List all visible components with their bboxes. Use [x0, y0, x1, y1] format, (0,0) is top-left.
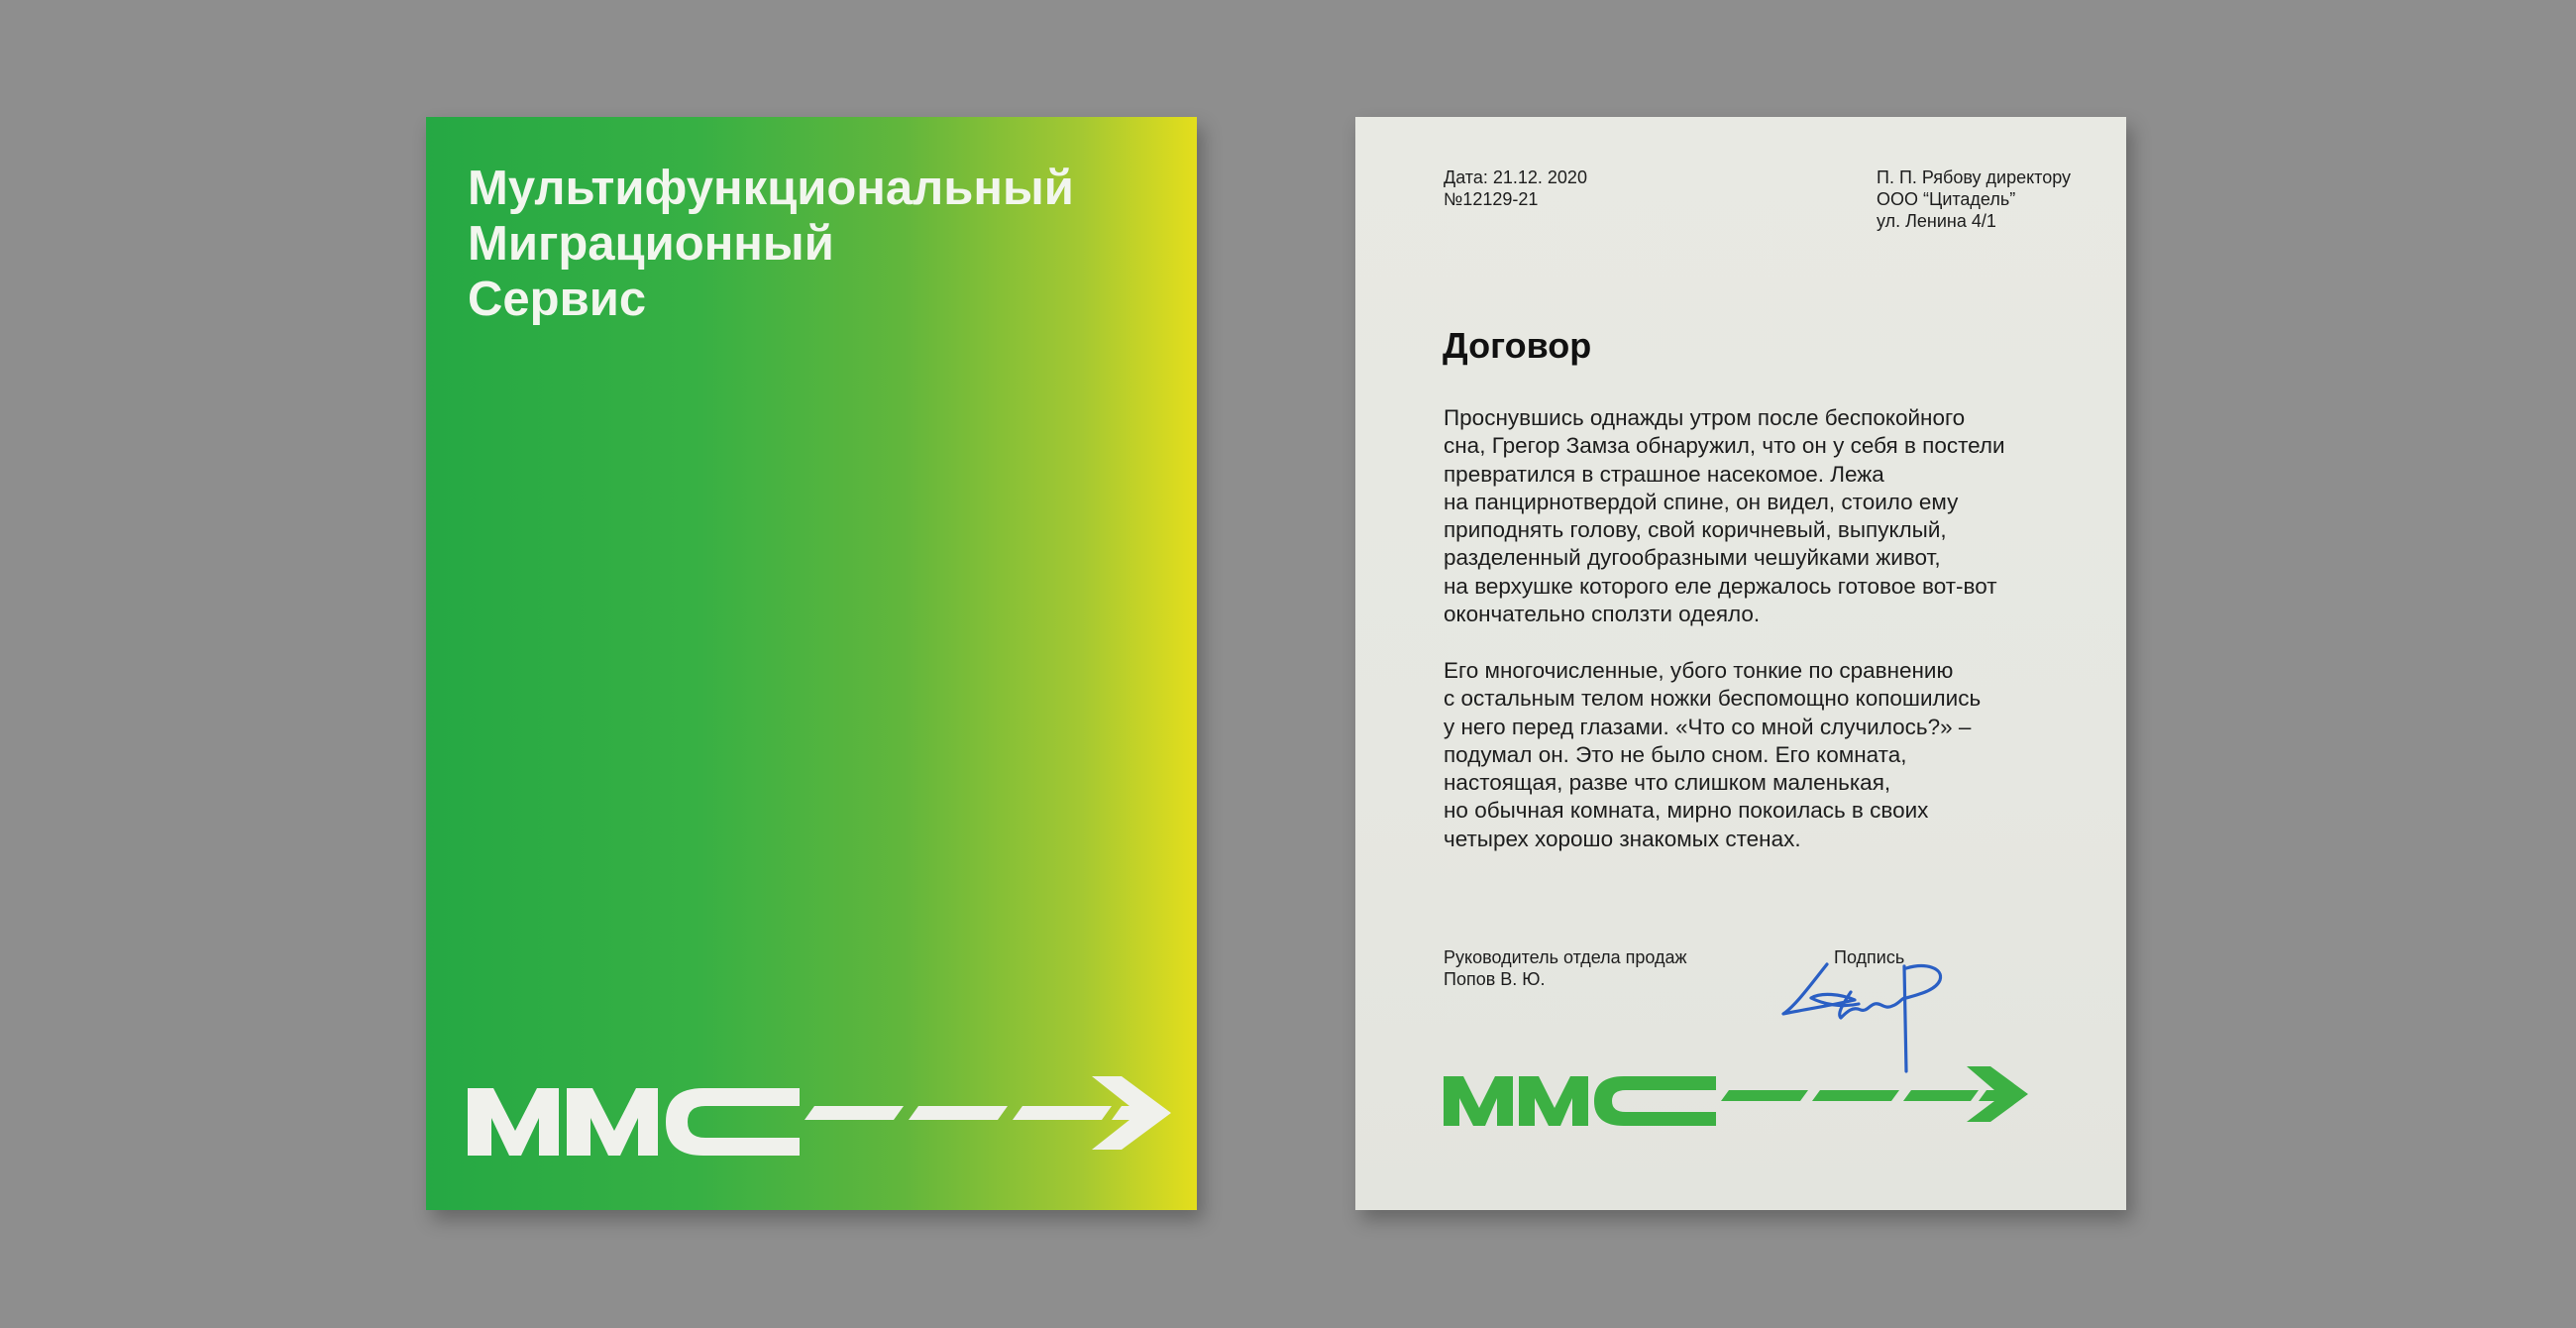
cover-sheet [426, 117, 1197, 1210]
document-date: Дата: 21.12. 2020 [1444, 167, 1587, 187]
recipient-block [1877, 166, 2071, 232]
cover-title-line: Сервис [468, 273, 647, 326]
document-number: №12129-21 [1444, 189, 1539, 209]
cover-title-line: Мультифункциональный [468, 162, 1074, 215]
body-line: четырех хорошо знакомых стенах. [1444, 826, 1801, 851]
document-meta [1444, 166, 1587, 210]
body-line: с остальным телом ножки беспомощно копошились [1444, 686, 1982, 712]
document-title: Договор [1443, 325, 1592, 366]
handwritten-signature [1781, 954, 2029, 1083]
recipient-line: ООО “Цитадель” [1877, 189, 2016, 209]
letter-sheet [1355, 117, 2126, 1210]
cover-title [468, 161, 1074, 327]
body-line: но обычная комната, мирно покоилась в своих [1444, 798, 1929, 824]
body-paragraph-2 [1444, 657, 1981, 853]
mms-logo-white [468, 1076, 1171, 1175]
body-line: подумал он. Это не было сном. Его комната, [1444, 741, 1907, 767]
body-line: Проснувшись однажды утром после беспокойного [1444, 405, 1966, 430]
body-line: разделенный дугообразными чешуйками живот, [1444, 545, 1941, 571]
mms-logo-green [1444, 1066, 2028, 1131]
signer-name: Попов В. Ю. [1444, 969, 1546, 989]
body-line: сна, Грегор Замза обнаружил, что он у себя в постели [1444, 433, 2005, 459]
signer-title: Руководитель отдела продаж [1444, 947, 1687, 967]
body-line: превратился в страшное насекомое. Лежа [1444, 461, 1884, 487]
body-line: настоящая, разве что слишком маленькая, [1444, 770, 1891, 796]
recipient-line: П. П. Рябову директору [1877, 167, 2072, 187]
body-line: на панцирнотвердой спине, он видел, стоило ему [1444, 489, 1959, 514]
body-paragraph-1 [1444, 404, 2005, 628]
body-line: приподнять голову, свой коричневый, выпуклый, [1444, 517, 1947, 543]
body-line: окончательно сползти одеяло. [1444, 602, 1761, 627]
body-line: у него перед глазами. «Что со мной случилось?» – [1444, 714, 1972, 739]
body-line: Его многочисленные, убого тонкие по сравнению [1444, 658, 1954, 683]
cover-title-line: Миграционный [468, 217, 834, 271]
signer-block [1444, 946, 1687, 990]
recipient-line: ул. Ленина 4/1 [1877, 211, 1996, 231]
signature-label: Подпись [1834, 947, 1905, 967]
body-line: на верхушке которого еле держалось готовое вот-вот [1444, 573, 1997, 599]
